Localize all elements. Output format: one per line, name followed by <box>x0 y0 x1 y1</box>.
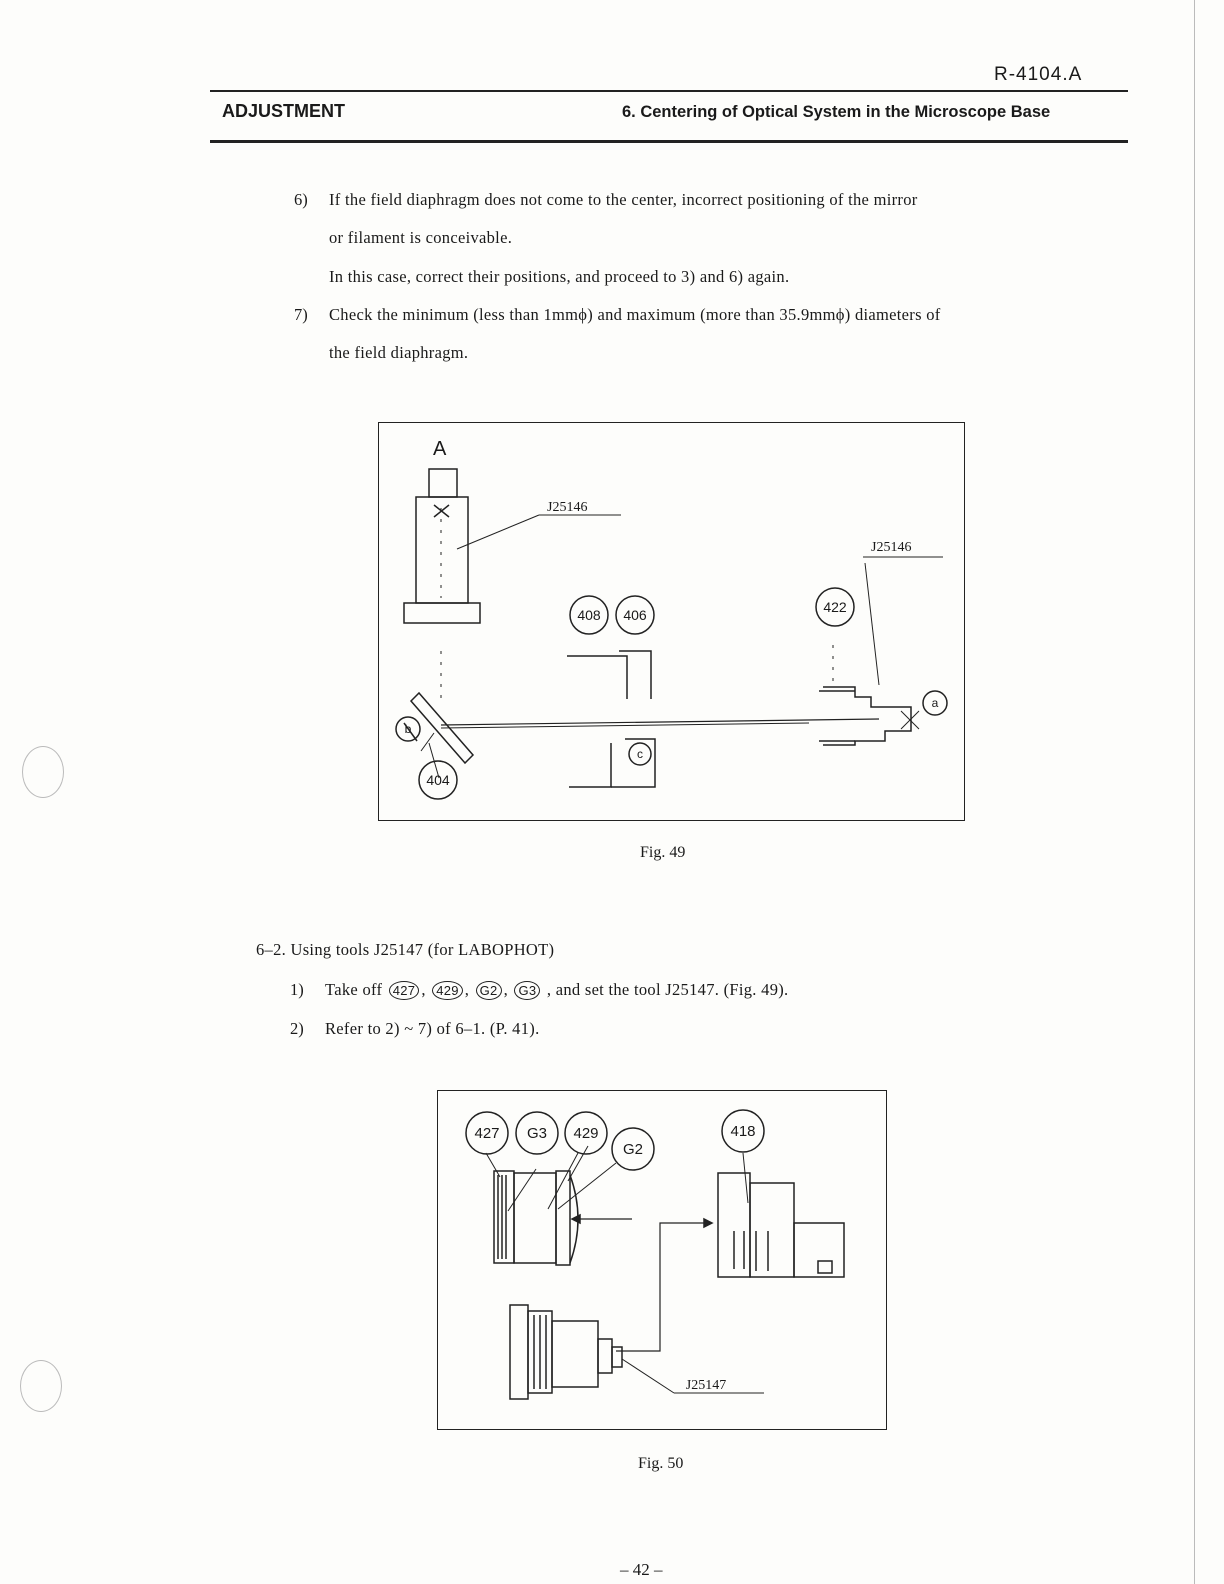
section-title: ADJUSTMENT <box>222 101 346 121</box>
fig50-label-g3: G3 <box>526 1125 548 1142</box>
fig49-label-b: b <box>404 722 412 736</box>
figure-49 <box>378 422 965 821</box>
step-7-number: 7) <box>294 305 308 324</box>
fig50-label-429: 429 <box>573 1125 599 1142</box>
binder-hole-mark <box>22 746 64 798</box>
tool-body <box>416 497 468 603</box>
fig49-label-tool-left: J25146 <box>547 500 588 515</box>
binder-hole-mark <box>20 1360 62 1412</box>
fig50-label-418: 418 <box>730 1123 756 1140</box>
retaining-ring <box>494 1171 514 1263</box>
step-1-number: 1) <box>290 980 304 999</box>
figure-50-caption: Fig. 50 <box>638 1455 684 1472</box>
tool-cap <box>429 469 457 497</box>
part-g2-badge: G2 <box>476 981 502 1000</box>
fig49-label-tool-right: J25146 <box>871 540 912 555</box>
fig50-label-427: 427 <box>474 1125 500 1142</box>
step-6-line-1: If the field diaphragm does not come to the center, incorrect positioning of the mirror <box>329 190 918 209</box>
step-6-line-2: or filament is conceivable. <box>329 228 513 247</box>
step-6-line-3: In this case, correct their positions, and proceed to 3) and 6) again. <box>329 267 790 286</box>
fig50-label-tool: J25147 <box>685 1378 727 1393</box>
fig49-label-408: 408 <box>577 607 601 623</box>
fig49-label-c: c <box>637 747 643 761</box>
section-subtitle: 6. Centering of Optical System in the Microscope Base <box>622 103 1051 121</box>
step-1-suffix: , and set the tool J25147. (Fig. 49). <box>546 980 789 999</box>
fig49-label-a: a <box>931 696 939 710</box>
part-g3-badge: G3 <box>514 981 540 1000</box>
section-6-2-heading: 6–2. Using tools J25147 (for LABOPHOT) <box>256 940 555 959</box>
figure-50 <box>437 1090 887 1430</box>
part-429-badge: 429 <box>432 981 463 1000</box>
header-top-rule <box>210 90 1128 92</box>
part-427-badge: 427 <box>389 981 420 1000</box>
fig49-label-406: 406 <box>623 607 647 623</box>
fig49-label-422: 422 <box>823 599 847 615</box>
step-2-text: Refer to 2) ~ 7) of 6–1. (P. 41). <box>325 1019 540 1038</box>
header-bottom-rule <box>210 140 1128 143</box>
step-2-number: 2) <box>290 1019 304 1038</box>
fig50-label-g2: G2 <box>622 1141 644 1158</box>
scan-edge-line <box>1194 0 1195 1584</box>
step-1-prefix: Take off <box>325 980 383 999</box>
page-number: – 42 – <box>620 1560 663 1579</box>
tool-base <box>404 603 480 623</box>
figure-49-caption: Fig. 49 <box>640 844 686 861</box>
fig49-label-a-top: A <box>433 438 447 460</box>
step-7-line-2: the field diaphragm. <box>329 343 469 362</box>
step-6-number: 6) <box>294 190 308 209</box>
fig49-label-404: 404 <box>426 772 450 788</box>
step-1-text: Take off 427 , 429 , G2 , G3 , and set the tool J25147. (Fig. 49). <box>325 980 789 999</box>
document-number: R-4104.A <box>994 64 1083 85</box>
step-7-line-1: Check the minimum (less than 1mmϕ) and maximum (more than 35.9mmϕ) diameters of <box>329 305 941 324</box>
